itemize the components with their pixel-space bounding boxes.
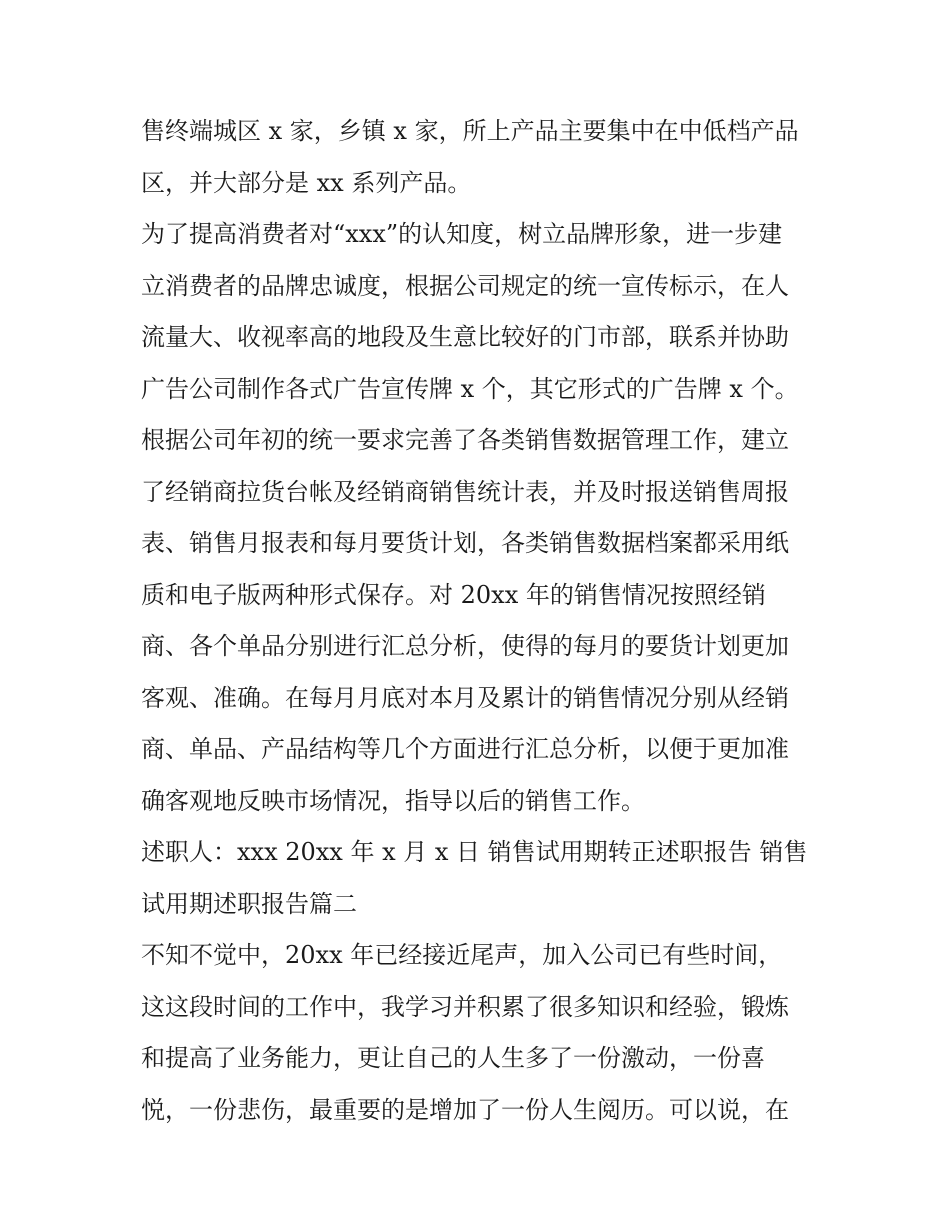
text-line: 商、单品、产品结构等几个方面进行汇总分析，以便于更加准 xyxy=(141,735,789,763)
signature-line: 述职人：xxx 20xx 年 x 月 x 日 销售试用期转正述职报告 销售 xyxy=(141,838,808,866)
text-line: 流量大、收视率高的地段及生意比较好的门市部，联系并协助 xyxy=(141,323,789,351)
text-line: 这这段时间的工作中，我学习并积累了很多知识和经验，锻炼 xyxy=(141,992,789,1021)
text-line: 不知不觉中，20xx 年已经接近尾声，加入公司已有些时间， xyxy=(141,941,783,969)
text-line: 售终端城区 x 家，乡镇 x 家，所上产品主要集中在中低档产品 xyxy=(141,117,799,145)
text-line: 表、销售月报表和每月要货计划，各类销售数据档案都采用纸 xyxy=(141,529,789,557)
body-text xyxy=(141,106,821,1136)
text-line: 为了提高消费者对“xxx”的认知度，树立品牌形象，进一步建 xyxy=(141,220,783,248)
text-line: 悦，一份悲伤，最重要的是增加了一份人生阅历。可以说，在 xyxy=(141,1095,789,1124)
section-title-line: 试用期述职报告篇二 xyxy=(141,889,357,918)
text-line: 质和电子版两种形式保存。对 20xx 年的销售情况按照经销 xyxy=(141,580,766,609)
text-line: 了经销商拉货台帐及经销商销售统计表，并及时报送销售周报 xyxy=(141,477,789,506)
text-line: 区，并大部分是 xx 系列产品。 xyxy=(141,168,472,197)
text-line: 客观、准确。在每月月底对本月及累计的销售情况分别从经销 xyxy=(141,683,789,712)
text-line: 立消费者的品牌忠诚度，根据公司规定的统一宣传标示，在人 xyxy=(141,271,789,300)
text-line: 确客观地反映市场情况，指导以后的销售工作。 xyxy=(141,786,645,815)
text-line: 根据公司年初的统一要求完善了各类销售数据管理工作，建立 xyxy=(141,426,789,454)
text-line: 商、各个单品分别进行汇总分析，使得的每月的要货计划更加 xyxy=(141,632,789,660)
text-line: 和提高了业务能力，更让自己的人生多了一份激动，一份喜 xyxy=(141,1044,765,1072)
text-line: 广告公司制作各式广告宣传牌 x 个，其它形式的广告牌 x 个。 xyxy=(141,374,799,403)
